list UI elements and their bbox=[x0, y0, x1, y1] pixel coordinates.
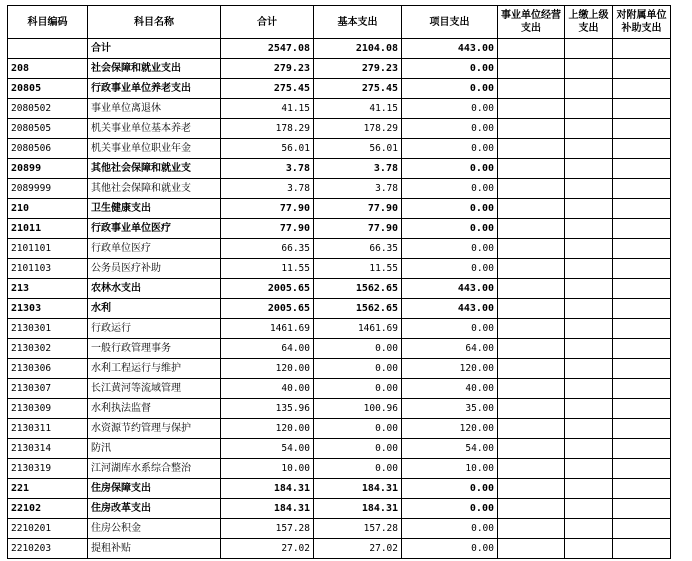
total-cell: 178.29 bbox=[221, 119, 314, 139]
superior-payment-cell bbox=[565, 119, 613, 139]
account-code-cell: 2130309 bbox=[8, 399, 88, 419]
table-row bbox=[8, 539, 671, 559]
account-code-cell: 20805 bbox=[8, 79, 88, 99]
operating-expense-cell bbox=[498, 459, 565, 479]
superior-payment-cell bbox=[565, 299, 613, 319]
operating-expense-cell bbox=[498, 479, 565, 499]
operating-expense-cell bbox=[498, 539, 565, 559]
table-row bbox=[8, 359, 671, 379]
subsidiary-subsidy-cell bbox=[613, 99, 671, 119]
expenditure-table bbox=[7, 5, 671, 559]
basic-expense-cell: 279.23 bbox=[314, 59, 402, 79]
superior-payment-cell bbox=[565, 459, 613, 479]
total-cell: 27.02 bbox=[221, 539, 314, 559]
operating-expense-cell bbox=[498, 299, 565, 319]
total-cell: 1461.69 bbox=[221, 319, 314, 339]
project-expense-cell: 35.00 bbox=[402, 399, 498, 419]
project-expense-cell: 0.00 bbox=[402, 319, 498, 339]
account-name-cell: 行政事业单位医疗 bbox=[88, 219, 221, 239]
operating-expense-cell bbox=[498, 79, 565, 99]
total-cell: 77.90 bbox=[221, 219, 314, 239]
account-code-cell: 21011 bbox=[8, 219, 88, 239]
table-row bbox=[8, 479, 671, 499]
table-row bbox=[8, 259, 671, 279]
operating-expense-cell bbox=[498, 99, 565, 119]
project-expense-cell: 0.00 bbox=[402, 219, 498, 239]
account-name-cell: 公务员医疗补助 bbox=[88, 259, 221, 279]
basic-expense-cell: 0.00 bbox=[314, 419, 402, 439]
table-row bbox=[8, 219, 671, 239]
superior-payment-cell bbox=[565, 59, 613, 79]
project-expense-cell: 120.00 bbox=[402, 419, 498, 439]
subsidiary-subsidy-cell bbox=[613, 459, 671, 479]
account-code-cell: 20899 bbox=[8, 159, 88, 179]
table-row bbox=[8, 59, 671, 79]
superior-payment-cell bbox=[565, 499, 613, 519]
account-code-cell: 2089999 bbox=[8, 179, 88, 199]
subsidiary-subsidy-cell bbox=[613, 479, 671, 499]
subsidiary-subsidy-cell bbox=[613, 439, 671, 459]
account-code-cell: 2080505 bbox=[8, 119, 88, 139]
operating-expense-cell bbox=[498, 179, 565, 199]
account-name-cell: 防汛 bbox=[88, 439, 221, 459]
project-expense-cell: 443.00 bbox=[402, 39, 498, 59]
superior-payment-cell bbox=[565, 139, 613, 159]
account-name-cell: 机关事业单位基本养老 bbox=[88, 119, 221, 139]
basic-expense-cell: 1562.65 bbox=[314, 279, 402, 299]
basic-expense-cell: 0.00 bbox=[314, 359, 402, 379]
subsidiary-subsidy-cell bbox=[613, 279, 671, 299]
operating-expense-cell bbox=[498, 399, 565, 419]
project-expense-cell: 0.00 bbox=[402, 499, 498, 519]
table-row bbox=[8, 139, 671, 159]
total-cell: 184.31 bbox=[221, 479, 314, 499]
subsidiary-subsidy-cell bbox=[613, 259, 671, 279]
basic-expense-cell: 184.31 bbox=[314, 499, 402, 519]
account-name-cell: 机关事业单位职业年金 bbox=[88, 139, 221, 159]
account-code-cell: 2130311 bbox=[8, 419, 88, 439]
account-name-cell: 行政运行 bbox=[88, 319, 221, 339]
superior-payment-cell bbox=[565, 399, 613, 419]
subsidiary-subsidy-cell bbox=[613, 119, 671, 139]
account-name-cell: 行政单位医疗 bbox=[88, 239, 221, 259]
project-expense-cell: 64.00 bbox=[402, 339, 498, 359]
operating-expense-cell bbox=[498, 259, 565, 279]
total-cell: 157.28 bbox=[221, 519, 314, 539]
total-cell: 120.00 bbox=[221, 419, 314, 439]
subsidiary-subsidy-cell bbox=[613, 399, 671, 419]
project-expense-cell: 40.00 bbox=[402, 379, 498, 399]
subsidiary-subsidy-cell bbox=[613, 339, 671, 359]
subsidiary-subsidy-cell bbox=[613, 319, 671, 339]
account-name-cell: 水利执法监督 bbox=[88, 399, 221, 419]
account-code-cell: 208 bbox=[8, 59, 88, 79]
account-name-cell: 提租补贴 bbox=[88, 539, 221, 559]
total-cell: 3.78 bbox=[221, 179, 314, 199]
account-code-cell: 213 bbox=[8, 279, 88, 299]
operating-expense-cell bbox=[498, 499, 565, 519]
subsidiary-subsidy-cell bbox=[613, 359, 671, 379]
operating-expense-cell bbox=[498, 39, 565, 59]
operating-expense-cell bbox=[498, 219, 565, 239]
operating-expense-cell bbox=[498, 339, 565, 359]
total-cell: 120.00 bbox=[221, 359, 314, 379]
account-code-cell: 221 bbox=[8, 479, 88, 499]
superior-payment-cell bbox=[565, 239, 613, 259]
basic-expense-cell: 0.00 bbox=[314, 339, 402, 359]
total-cell: 279.23 bbox=[221, 59, 314, 79]
account-name-cell: 一般行政管理事务 bbox=[88, 339, 221, 359]
superior-payment-cell bbox=[565, 539, 613, 559]
account-name-cell: 农林水支出 bbox=[88, 279, 221, 299]
project-expense-cell: 10.00 bbox=[402, 459, 498, 479]
subsidiary-subsidy-cell bbox=[613, 59, 671, 79]
project-expense-cell: 0.00 bbox=[402, 239, 498, 259]
basic-expense-cell: 56.01 bbox=[314, 139, 402, 159]
subsidiary-subsidy-cell bbox=[613, 139, 671, 159]
header-superior: 上缴上级支出 bbox=[565, 6, 613, 39]
header-name: 科目名称 bbox=[88, 6, 221, 39]
account-code-cell: 21303 bbox=[8, 299, 88, 319]
operating-expense-cell bbox=[498, 159, 565, 179]
account-code-cell: 2210201 bbox=[8, 519, 88, 539]
account-name-cell: 住房保障支出 bbox=[88, 479, 221, 499]
operating-expense-cell bbox=[498, 519, 565, 539]
basic-expense-cell: 27.02 bbox=[314, 539, 402, 559]
superior-payment-cell bbox=[565, 159, 613, 179]
project-expense-cell: 0.00 bbox=[402, 59, 498, 79]
total-cell: 275.45 bbox=[221, 79, 314, 99]
total-cell: 66.35 bbox=[221, 239, 314, 259]
subsidiary-subsidy-cell bbox=[613, 159, 671, 179]
project-expense-cell: 0.00 bbox=[402, 199, 498, 219]
header-total: 合计 bbox=[221, 6, 314, 39]
account-name-cell: 水利工程运行与维护 bbox=[88, 359, 221, 379]
account-name-cell: 住房公积金 bbox=[88, 519, 221, 539]
account-name-cell: 住房改革支出 bbox=[88, 499, 221, 519]
total-cell: 64.00 bbox=[221, 339, 314, 359]
total-cell: 3.78 bbox=[221, 159, 314, 179]
total-cell: 77.90 bbox=[221, 199, 314, 219]
total-cell: 2547.08 bbox=[221, 39, 314, 59]
basic-expense-cell: 0.00 bbox=[314, 439, 402, 459]
basic-expense-cell: 2104.08 bbox=[314, 39, 402, 59]
operating-expense-cell bbox=[498, 319, 565, 339]
account-name-cell: 其他社会保障和就业支 bbox=[88, 159, 221, 179]
basic-expense-cell: 3.78 bbox=[314, 159, 402, 179]
operating-expense-cell bbox=[498, 199, 565, 219]
header-row bbox=[8, 6, 671, 39]
superior-payment-cell bbox=[565, 259, 613, 279]
account-name-cell: 江河湖库水系综合整治 bbox=[88, 459, 221, 479]
total-cell: 2005.65 bbox=[221, 279, 314, 299]
basic-expense-cell: 157.28 bbox=[314, 519, 402, 539]
subsidiary-subsidy-cell bbox=[613, 239, 671, 259]
project-expense-cell: 0.00 bbox=[402, 259, 498, 279]
total-cell: 54.00 bbox=[221, 439, 314, 459]
basic-expense-cell: 3.78 bbox=[314, 179, 402, 199]
account-name-cell: 合计 bbox=[88, 39, 221, 59]
superior-payment-cell bbox=[565, 359, 613, 379]
account-code-cell: 210 bbox=[8, 199, 88, 219]
table-row bbox=[8, 179, 671, 199]
superior-payment-cell bbox=[565, 99, 613, 119]
total-cell: 41.15 bbox=[221, 99, 314, 119]
superior-payment-cell bbox=[565, 39, 613, 59]
basic-expense-cell: 178.29 bbox=[314, 119, 402, 139]
account-code-cell: 2130307 bbox=[8, 379, 88, 399]
total-cell: 56.01 bbox=[221, 139, 314, 159]
basic-expense-cell: 77.90 bbox=[314, 199, 402, 219]
table-row bbox=[8, 379, 671, 399]
account-code-cell bbox=[8, 39, 88, 59]
table-row bbox=[8, 339, 671, 359]
project-expense-cell: 0.00 bbox=[402, 79, 498, 99]
table-row bbox=[8, 239, 671, 259]
project-expense-cell: 0.00 bbox=[402, 119, 498, 139]
account-code-cell: 2080506 bbox=[8, 139, 88, 159]
total-cell: 184.31 bbox=[221, 499, 314, 519]
header-subsidiary: 对附属单位补助支出 bbox=[613, 6, 671, 39]
account-name-cell: 水资源节约管理与保护 bbox=[88, 419, 221, 439]
subsidiary-subsidy-cell bbox=[613, 299, 671, 319]
table-row bbox=[8, 299, 671, 319]
operating-expense-cell bbox=[498, 59, 565, 79]
account-code-cell: 2130306 bbox=[8, 359, 88, 379]
project-expense-cell: 0.00 bbox=[402, 519, 498, 539]
basic-expense-cell: 41.15 bbox=[314, 99, 402, 119]
account-code-cell: 22102 bbox=[8, 499, 88, 519]
operating-expense-cell bbox=[498, 119, 565, 139]
basic-expense-cell: 0.00 bbox=[314, 379, 402, 399]
basic-expense-cell: 1562.65 bbox=[314, 299, 402, 319]
superior-payment-cell bbox=[565, 199, 613, 219]
superior-payment-cell bbox=[565, 479, 613, 499]
superior-payment-cell bbox=[565, 379, 613, 399]
header-operating: 事业单位经营支出 bbox=[498, 6, 565, 39]
account-name-cell: 水利 bbox=[88, 299, 221, 319]
superior-payment-cell bbox=[565, 339, 613, 359]
operating-expense-cell bbox=[498, 379, 565, 399]
account-code-cell: 2210203 bbox=[8, 539, 88, 559]
superior-payment-cell bbox=[565, 79, 613, 99]
account-code-cell: 2130314 bbox=[8, 439, 88, 459]
operating-expense-cell bbox=[498, 439, 565, 459]
basic-expense-cell: 184.31 bbox=[314, 479, 402, 499]
subsidiary-subsidy-cell bbox=[613, 539, 671, 559]
project-expense-cell: 0.00 bbox=[402, 99, 498, 119]
subsidiary-subsidy-cell bbox=[613, 179, 671, 199]
account-code-cell: 2130319 bbox=[8, 459, 88, 479]
header-basic: 基本支出 bbox=[314, 6, 402, 39]
table-row bbox=[8, 439, 671, 459]
project-expense-cell: 443.00 bbox=[402, 299, 498, 319]
total-cell: 11.55 bbox=[221, 259, 314, 279]
account-code-cell: 2101103 bbox=[8, 259, 88, 279]
basic-expense-cell: 77.90 bbox=[314, 219, 402, 239]
table-row bbox=[8, 39, 671, 59]
basic-expense-cell: 1461.69 bbox=[314, 319, 402, 339]
basic-expense-cell: 0.00 bbox=[314, 459, 402, 479]
account-name-cell: 长江黄河等流域管理 bbox=[88, 379, 221, 399]
project-expense-cell: 0.00 bbox=[402, 179, 498, 199]
superior-payment-cell bbox=[565, 179, 613, 199]
table-row bbox=[8, 459, 671, 479]
total-cell: 135.96 bbox=[221, 399, 314, 419]
account-code-cell: 2080502 bbox=[8, 99, 88, 119]
operating-expense-cell bbox=[498, 359, 565, 379]
table-row bbox=[8, 279, 671, 299]
table-body bbox=[8, 39, 671, 559]
total-cell: 40.00 bbox=[221, 379, 314, 399]
account-name-cell: 事业单位离退休 bbox=[88, 99, 221, 119]
table-row bbox=[8, 159, 671, 179]
basic-expense-cell: 100.96 bbox=[314, 399, 402, 419]
account-code-cell: 2130302 bbox=[8, 339, 88, 359]
table-row bbox=[8, 399, 671, 419]
account-name-cell: 社会保障和就业支出 bbox=[88, 59, 221, 79]
basic-expense-cell: 66.35 bbox=[314, 239, 402, 259]
superior-payment-cell bbox=[565, 419, 613, 439]
account-name-cell: 行政事业单位养老支出 bbox=[88, 79, 221, 99]
operating-expense-cell bbox=[498, 139, 565, 159]
project-expense-cell: 0.00 bbox=[402, 159, 498, 179]
superior-payment-cell bbox=[565, 519, 613, 539]
table-row bbox=[8, 319, 671, 339]
account-name-cell: 其他社会保障和就业支 bbox=[88, 179, 221, 199]
subsidiary-subsidy-cell bbox=[613, 379, 671, 399]
table-row bbox=[8, 519, 671, 539]
total-cell: 2005.65 bbox=[221, 299, 314, 319]
project-expense-cell: 120.00 bbox=[402, 359, 498, 379]
table-row bbox=[8, 99, 671, 119]
subsidiary-subsidy-cell bbox=[613, 79, 671, 99]
subsidiary-subsidy-cell bbox=[613, 219, 671, 239]
superior-payment-cell bbox=[565, 319, 613, 339]
account-code-cell: 2130301 bbox=[8, 319, 88, 339]
table-row bbox=[8, 119, 671, 139]
basic-expense-cell: 275.45 bbox=[314, 79, 402, 99]
project-expense-cell: 0.00 bbox=[402, 479, 498, 499]
superior-payment-cell bbox=[565, 439, 613, 459]
table-row bbox=[8, 419, 671, 439]
subsidiary-subsidy-cell bbox=[613, 519, 671, 539]
operating-expense-cell bbox=[498, 239, 565, 259]
subsidiary-subsidy-cell bbox=[613, 199, 671, 219]
total-cell: 10.00 bbox=[221, 459, 314, 479]
subsidiary-subsidy-cell bbox=[613, 499, 671, 519]
account-code-cell: 2101101 bbox=[8, 239, 88, 259]
header-project: 项目支出 bbox=[402, 6, 498, 39]
account-name-cell: 卫生健康支出 bbox=[88, 199, 221, 219]
project-expense-cell: 0.00 bbox=[402, 139, 498, 159]
table-row bbox=[8, 199, 671, 219]
table-row bbox=[8, 79, 671, 99]
operating-expense-cell bbox=[498, 279, 565, 299]
subsidiary-subsidy-cell bbox=[613, 39, 671, 59]
table-row bbox=[8, 499, 671, 519]
project-expense-cell: 0.00 bbox=[402, 539, 498, 559]
superior-payment-cell bbox=[565, 219, 613, 239]
subsidiary-subsidy-cell bbox=[613, 419, 671, 439]
project-expense-cell: 54.00 bbox=[402, 439, 498, 459]
header-code: 科目编码 bbox=[8, 6, 88, 39]
operating-expense-cell bbox=[498, 419, 565, 439]
basic-expense-cell: 11.55 bbox=[314, 259, 402, 279]
project-expense-cell: 443.00 bbox=[402, 279, 498, 299]
superior-payment-cell bbox=[565, 279, 613, 299]
